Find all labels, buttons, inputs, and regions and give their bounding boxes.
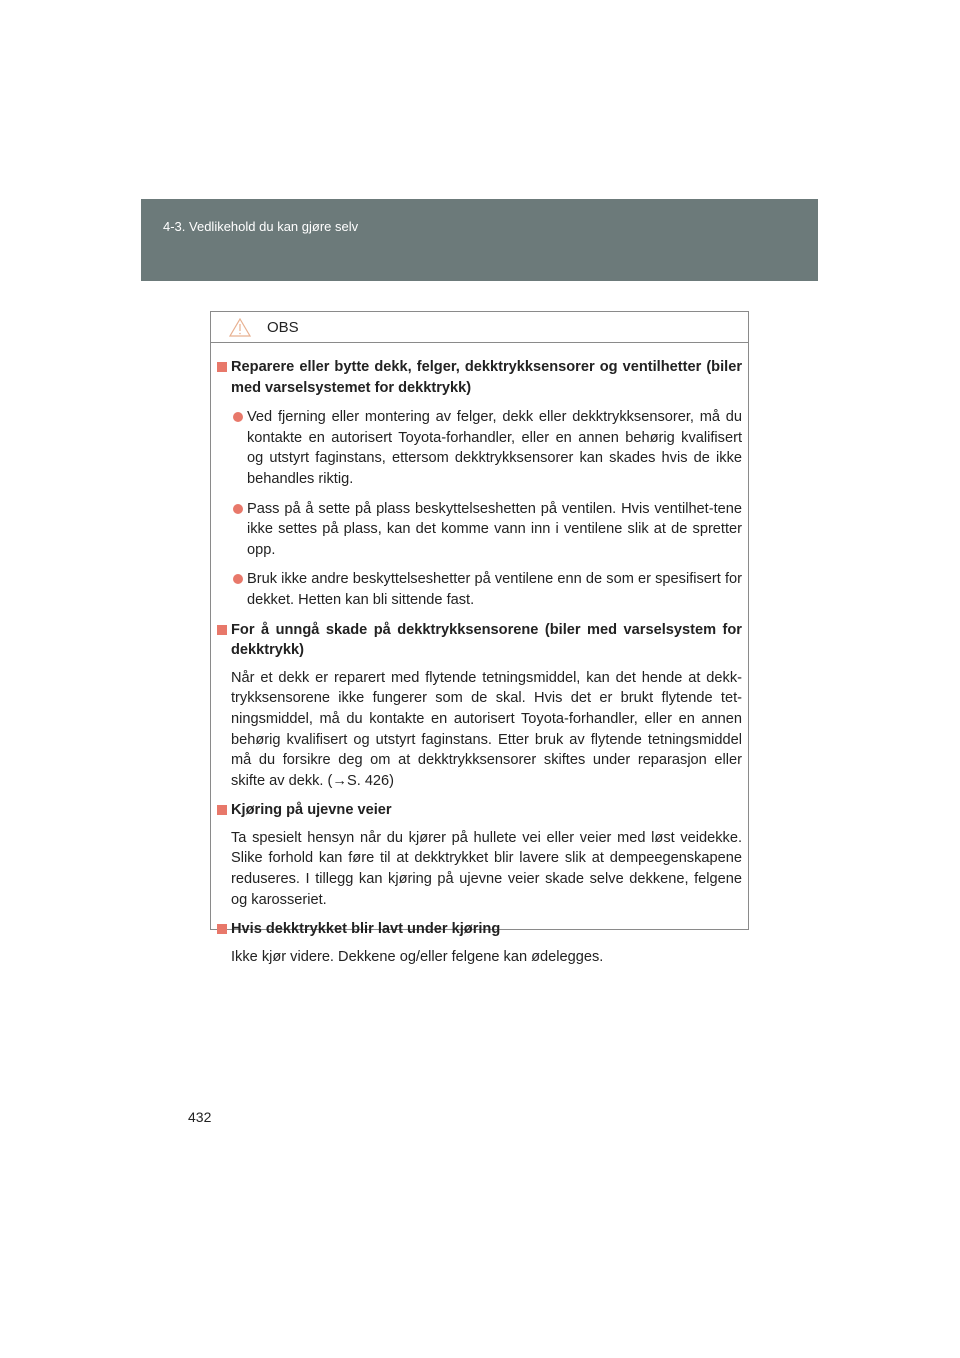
square-bullet-icon bbox=[217, 625, 227, 635]
list-item: Bruk ikke andre beskyttelseshetter på ventilene enn de som er spesifisert for dekket. Hetten kan bli sittende fast. bbox=[217, 569, 742, 610]
chapter-title: 4-3. Vedlikehold du kan gjøre selv bbox=[163, 219, 359, 234]
section-avoid-sensor-damage bbox=[217, 620, 742, 792]
caution-content bbox=[211, 343, 748, 967]
chapter-header-band bbox=[141, 199, 818, 281]
caution-header bbox=[211, 312, 748, 343]
caution-title: OBS bbox=[267, 319, 299, 336]
square-bullet-icon bbox=[217, 362, 227, 372]
round-bullet-icon bbox=[233, 574, 243, 584]
page-number: 432 bbox=[188, 1109, 212, 1125]
round-bullet-icon bbox=[233, 412, 243, 422]
round-bullet-icon bbox=[233, 504, 243, 514]
list-item: Pass på å sette på plass beskyttelseshetten på ventilen. Hvis ventilhet-tene ikke settes på plass, kan det komme vann inn i ventilene slik at de spretter opp. bbox=[217, 499, 742, 561]
section-repair-tires bbox=[217, 357, 742, 611]
section-text: Ikke kjør videre. Dekkene og/eller felgene kan ødelegges. bbox=[231, 948, 604, 965]
section-heading: Kjøring på ujevne veier bbox=[217, 800, 742, 821]
square-bullet-icon bbox=[217, 924, 227, 934]
section-low-pressure bbox=[217, 919, 742, 967]
section-heading: For å unngå skade på dekktrykksensorene (biler med varselsystem for dekktrykk) bbox=[217, 620, 742, 661]
section-heading: Reparere eller bytte dekk, felger, dekktrykksensorer og ventilhetter (biler med varselsystemet for dekktrykk) bbox=[217, 357, 742, 398]
section-rough-roads bbox=[217, 800, 742, 910]
section-text: Når et dekk er reparert med flytende tetningsmiddel, kan det hende at dekk-trykksensorene ikke fungerer som de skal. Hvis det er brukt flytende tet-ningsmiddel, må du kontakte en autorisert Toyota-forhandler, eller en annen behørig kvalifisert og utstyrt faginstans. Etter bruk av flytende tetningsmiddel må du forsikre deg om at dekktrykksensorer skiftes under reparasjon eller skifte av dekk. (→S. 426) bbox=[231, 669, 742, 789]
section-heading: Hvis dekktrykket blir lavt under kjøring bbox=[217, 919, 742, 940]
section-text: Ta spesielt hensyn når du kjører på hullete vei eller veier med løst veidekke. Slike forhold kan føre til at dekktrykket blir lavere slik at dempeegenskapene reduseres. I tillegg kan kjøring på ujevne veier skade selve dekkene, felgene og karosseriet. bbox=[231, 829, 742, 908]
caution-box bbox=[210, 311, 749, 965]
list-item: Ved fjerning eller montering av felger, dekk eller dekktrykksensorer, må du kontakte en autorisert Toyota-forhandler, eller en annen behørig kvalifisert og utstyrt faginstans, ettersom dekktrykksensorer kan skades hvis de ikke behandles riktig. bbox=[217, 407, 742, 489]
square-bullet-icon bbox=[217, 805, 227, 815]
warning-triangle-icon bbox=[229, 318, 251, 337]
